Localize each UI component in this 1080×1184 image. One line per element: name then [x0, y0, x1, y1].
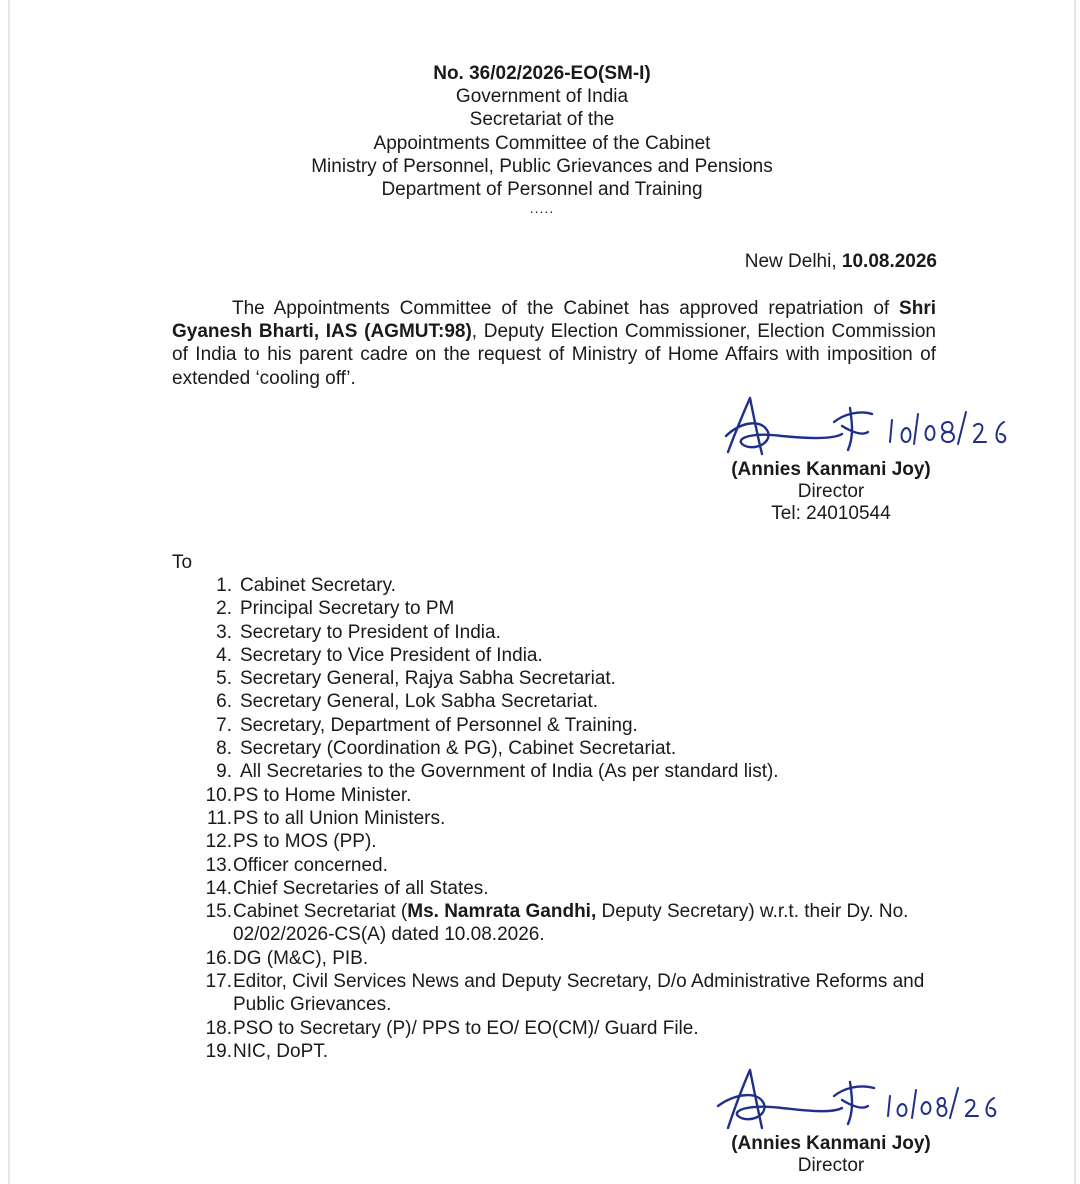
- item-text: Chief Secretaries of all States.: [233, 877, 489, 899]
- item-text: Secretary (Coordination & PG), Cabinet Secretariat.: [240, 738, 677, 760]
- signatory-designation: Director: [797, 1155, 865, 1176]
- distribution-item: [200, 970, 950, 1017]
- body-paragraph: [172, 297, 936, 390]
- place: New Delhi,: [744, 251, 842, 272]
- distribution-list: [200, 574, 950, 1063]
- item-number: 11.: [206, 807, 232, 829]
- letterhead: [10, 62, 1074, 215]
- item-number: 18.: [205, 1017, 232, 1039]
- item-number: 14.: [205, 877, 232, 899]
- distribution-item: [200, 784, 950, 807]
- item-number: 3.: [216, 621, 232, 643]
- dateline: [10, 251, 937, 273]
- signatory-designation: Director: [797, 481, 865, 502]
- item-text: Secretary, Department of Personnel & Training.: [240, 714, 638, 736]
- document-page: [8, 0, 1076, 1184]
- committee-line: Appointments Committee of the Cabinet: [373, 132, 711, 154]
- distribution-item: [200, 714, 950, 737]
- distribution-item: [200, 900, 950, 947]
- signatory-name: (Annies Kanmani Joy): [731, 1133, 931, 1154]
- distribution-item: [200, 1040, 950, 1063]
- distribution-item: [200, 574, 950, 597]
- item-number: 6.: [216, 691, 232, 713]
- distribution-item: [200, 690, 950, 713]
- department-line: Department of Personnel and Training: [381, 179, 703, 201]
- item-number: 19.: [205, 1040, 232, 1062]
- signature-2-image: [710, 1066, 1010, 1136]
- to-label: To: [172, 552, 193, 573]
- separator-dots: .....: [529, 200, 555, 217]
- item-number: 10.: [205, 784, 232, 806]
- item-text: Secretary to Vice President of India.: [240, 644, 543, 666]
- item-text: [232, 900, 950, 947]
- item-text: Editor, Civil Services News and Deputy Secretary, D/o Administrative Reforms and Public Grievances.: [233, 971, 925, 1016]
- govt-line: Government of India: [455, 86, 629, 108]
- item-text-bold: Ms. Namrata Gandhi,: [407, 901, 597, 923]
- signature-1-image: [722, 392, 1022, 462]
- item-text: DG (M&C), PIB.: [233, 947, 369, 969]
- distribution-item: [200, 807, 950, 830]
- signatory-name: (Annies Kanmani Joy): [731, 459, 931, 480]
- item-text: PS to Home Minister.: [233, 784, 412, 806]
- item-number: 5.: [216, 668, 232, 690]
- signatory-block-2: [716, 1133, 946, 1177]
- secretariat-line: Secretariat of the: [469, 109, 615, 131]
- item-number: 1.: [216, 575, 232, 596]
- item-number: 17.: [205, 971, 232, 993]
- item-text: Secretary to President of India.: [240, 621, 501, 643]
- item-text: Cabinet Secretary.: [240, 575, 396, 596]
- item-number: 4.: [216, 644, 232, 666]
- distribution-item: [200, 947, 950, 970]
- item-text: NIC, DoPT.: [233, 1040, 329, 1062]
- distribution-item: [200, 760, 950, 783]
- item-text-pre: Cabinet Secretariat (: [233, 901, 408, 923]
- item-text: PS to MOS (PP).: [233, 831, 377, 853]
- distribution-item: [200, 830, 950, 853]
- item-number: 8.: [216, 738, 232, 760]
- item-text: PS to all Union Ministers.: [233, 807, 446, 829]
- item-number: 2.: [216, 598, 232, 620]
- item-number: 16.: [205, 947, 232, 969]
- signatory-tel: Tel: 24010544: [771, 503, 891, 524]
- item-number: 13.: [205, 854, 232, 876]
- distribution-item: [200, 854, 950, 877]
- ministry-line: Ministry of Personnel, Public Grievances and Pensions: [311, 155, 773, 177]
- item-number: 9.: [216, 761, 232, 783]
- body-text-1: The Appointments Committee of the Cabinet has approved repatriation of: [232, 298, 900, 319]
- item-text: Secretary General, Lok Sabha Secretariat.: [240, 691, 599, 713]
- distribution-item: [200, 877, 950, 900]
- distribution-item: [200, 621, 950, 644]
- item-text: Principal Secretary to PM: [240, 598, 455, 620]
- item-text: All Secretaries to the Government of India (As per standard list).: [240, 761, 779, 783]
- item-text-post: Deputy Secretary) w.r.t. their Dy. No. 02/02/2026-CS(A) dated 10.08.2026.: [233, 901, 909, 946]
- item-text: Officer concerned.: [233, 854, 388, 876]
- order-number: No. 36/02/2026-EO(SM-I): [433, 63, 651, 84]
- officer-name: Shri Gyanesh Bharti, IAS (AGMUT:98): [172, 298, 936, 343]
- distribution-item: [200, 597, 950, 620]
- body-text-2: , Deputy Election Commissioner, Election Commission of India to his parent cadre on the request of Ministry of Home Affairs with imposition of extended ‘cooling off’.: [172, 321, 936, 389]
- item-number: 15.: [205, 901, 232, 923]
- distribution-item: [200, 737, 950, 760]
- item-number: 7.: [216, 714, 232, 736]
- item-text: PSO to Secretary (P)/ PPS to EO/ EO(CM)/ Guard File.: [233, 1017, 699, 1039]
- order-date: 10.08.2026: [841, 251, 937, 272]
- distribution-item: [200, 644, 950, 667]
- signatory-block-1: [716, 459, 946, 525]
- item-number: 12.: [205, 831, 232, 853]
- distribution-item: [200, 1017, 950, 1040]
- distribution-item: [200, 667, 950, 690]
- item-text: Secretary General, Rajya Sabha Secretariat.: [240, 668, 616, 690]
